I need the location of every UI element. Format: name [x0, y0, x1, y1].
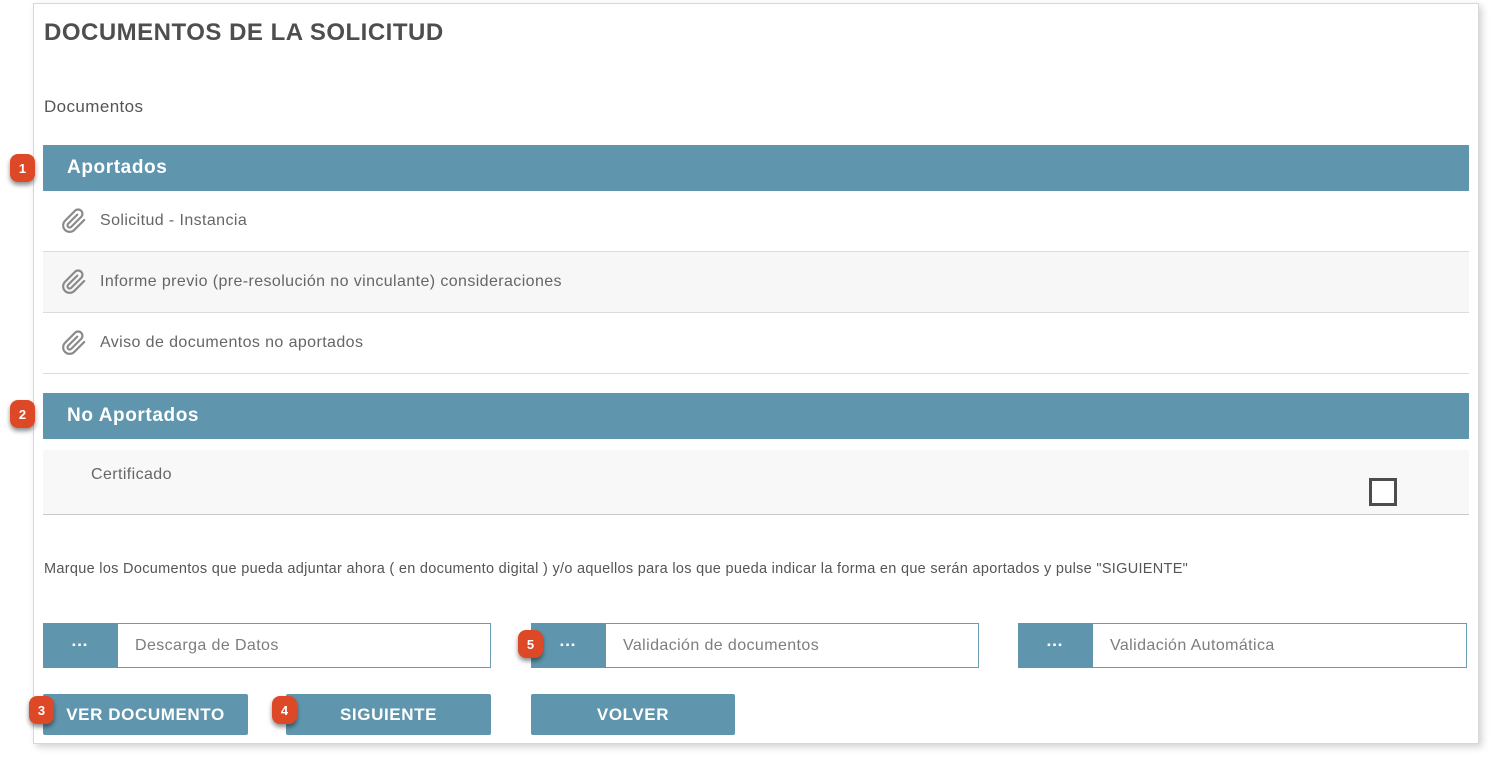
aportados-header: Aportados — [43, 145, 1469, 191]
field-descarga-de-datos[interactable] — [43, 623, 491, 668]
ellipsis-icon: ▪▪▪ — [72, 639, 89, 651]
volver-button[interactable]: VOLVER — [531, 694, 735, 735]
aportados-document-list — [43, 191, 1469, 374]
field-prefix-button[interactable] — [43, 623, 118, 668]
step-badge-4: 4 — [272, 696, 297, 724]
paperclip-icon — [61, 330, 87, 356]
certificado-row — [43, 450, 1469, 515]
document-row-aviso-no-aportados[interactable] — [43, 313, 1469, 374]
siguiente-button[interactable]: SIGUIENTE — [286, 694, 491, 735]
field-label: Validación Automática — [1110, 637, 1275, 654]
field-label: Validación de documentos — [623, 637, 820, 654]
page-title: DOCUMENTOS DE LA SOLICITUD — [44, 19, 444, 46]
step-badge-3: 3 — [29, 696, 54, 724]
certificado-label: Certificado — [91, 466, 172, 483]
instructions-text: Marque los Documentos que pueda adjuntar ahora ( en documento digital ) y/o aquellos para los que pueda indicar la forma en que serán aportados y pulse "SIGUIENTE" — [44, 561, 1189, 577]
ellipsis-icon: ▪▪▪ — [1047, 639, 1064, 651]
step-badge-1: 1 — [10, 154, 35, 182]
document-label: Aviso de documentos no aportados — [100, 334, 364, 351]
documents-panel — [33, 3, 1479, 744]
document-label: Informe previo (pre-resolución no vinculante) consideraciones — [100, 273, 562, 290]
document-label: Solicitud - Instancia — [100, 212, 248, 229]
no-aportados-header: No Aportados — [43, 393, 1469, 439]
documents-label: Documentos — [44, 97, 144, 116]
step-badge-2: 2 — [10, 400, 35, 428]
certificado-checkbox[interactable] — [1369, 478, 1397, 506]
field-label: Descarga de Datos — [135, 637, 279, 654]
step-badge-5: 5 — [518, 630, 543, 658]
field-validacion-de-documentos[interactable] — [531, 623, 979, 668]
document-row-informe-previo[interactable] — [43, 252, 1469, 313]
field-prefix-button[interactable] — [1018, 623, 1093, 668]
ver-documento-button[interactable]: VER DOCUMENTO — [43, 694, 248, 735]
field-validacion-automatica[interactable] — [1018, 623, 1467, 668]
ellipsis-icon: ▪▪▪ — [560, 639, 577, 651]
document-row-solicitud-instancia[interactable] — [43, 191, 1469, 252]
paperclip-icon — [61, 269, 87, 295]
paperclip-icon — [61, 208, 87, 234]
